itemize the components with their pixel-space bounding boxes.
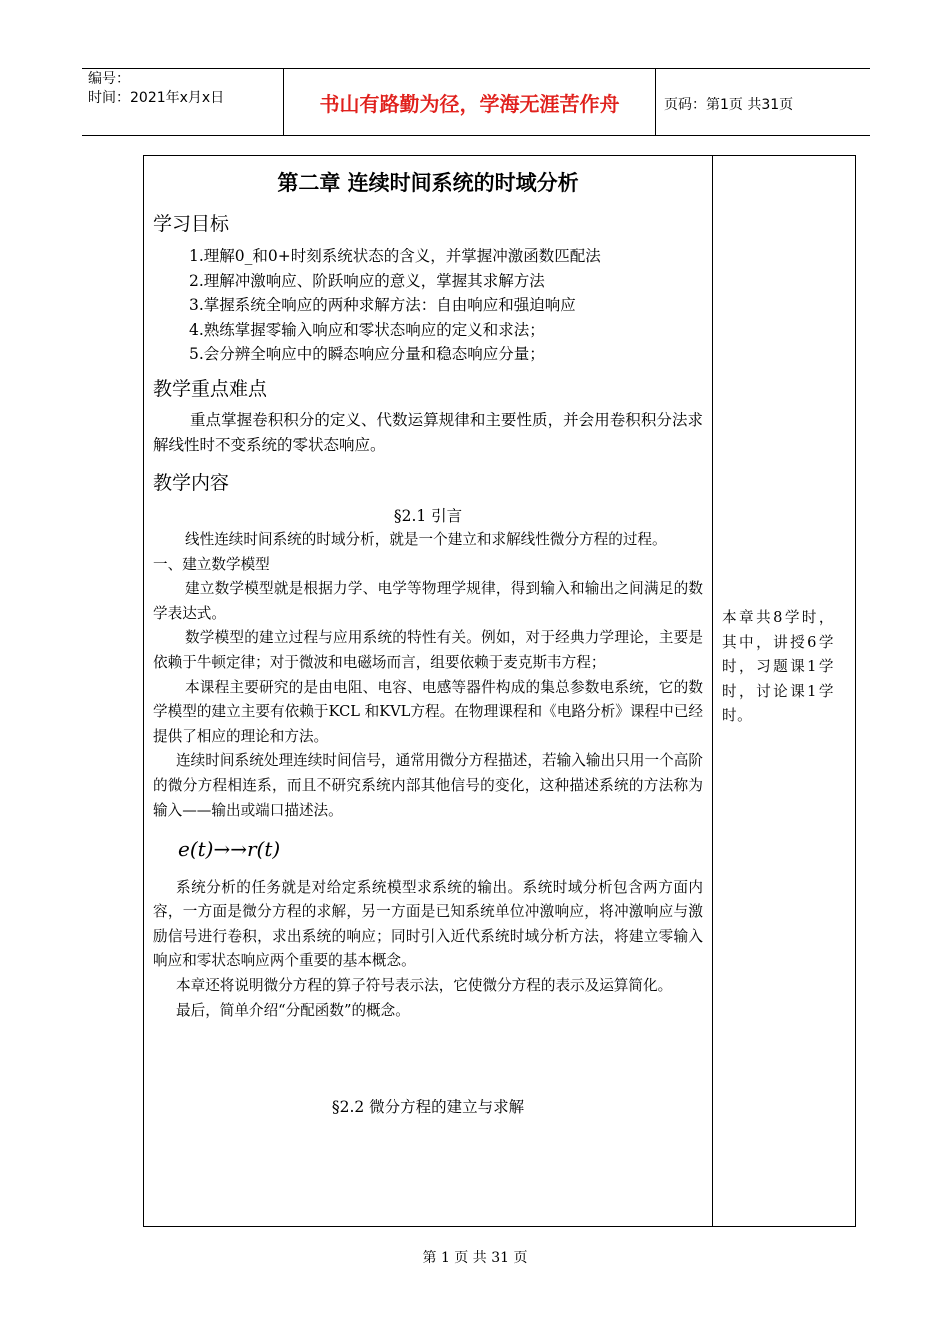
content-heading: 教学内容 <box>153 471 230 494</box>
paragraph-intro: 线性连续时间系统的时域分析，就是一个建立和求解线性微分方程的过程。 <box>185 530 667 548</box>
header-page-info: 页码：第1页 共31页 <box>664 97 794 113</box>
lesson-main-column <box>153 166 703 1119</box>
header-bottom-rule <box>82 135 870 136</box>
section-2-2-title: §2.2 微分方程的建立与求解 <box>331 1098 525 1117</box>
paragraph-operator-notation: 本章还将说明微分方程的算子符号表示法，它使微分方程的表示及运算简化。 <box>176 977 673 995</box>
header-meta <box>88 70 224 108</box>
goal-item-3: 3.掌握系统全响应的两种求解方法：自由响应和强迫响应 <box>189 296 576 315</box>
key-points-text: 重点掌握卷积积分的定义、代数运算规律和主要性质，并会用卷积积分法求解线性时不变系统的零状态响应。 <box>153 410 703 455</box>
header-divider-right <box>655 69 656 135</box>
chapter-title: 第二章 连续时间系统的时域分析 <box>277 171 579 195</box>
goals-heading: 学习目标 <box>153 213 230 235</box>
header-motto: 书山有路勤为径，学海无涯苦作舟 <box>319 91 620 116</box>
goal-item-1: 1.理解0_和0+时刻系统状态的含义，并掌握冲激函数匹配法 <box>189 247 601 265</box>
paragraph-port-description: 连续时间系统处理连续时间信号，通常用微分方程描述，若输入输出只用一个高阶的微分方程相连系，而且不研究系统内部其他信号的变化，这种描述系统的方法称为输入——输出或端口描述法。 <box>153 752 703 819</box>
paragraph-analysis-task: 系统分析的任务就是对给定系统模型求系统的输出。系统时域分析包含两方面内容，一方面是微分方程的求解，另一方面是已知系统单位冲激响应，将冲激响应与激励信号进行卷积，求出系统的响应；同时引入近代系统时域分析方法，将建立零输入响应和零状态响应两个重要的基本概念。 <box>153 878 703 970</box>
paragraph-distribution: 最后，简单介绍“分配函数”的概念。 <box>176 1001 410 1019</box>
paragraph-model-definition: 建立数学模型就是根据力学、电学等物理学规律，得到输入和输出之间满足的数学表达式。 <box>153 580 703 622</box>
section-2-1-title: §2.1 引言 <box>393 506 463 525</box>
code-label: 编号： <box>88 71 130 87</box>
goal-item-4: 4.熟练掌握零输入响应和零状态响应的定义和求法； <box>189 320 545 339</box>
goal-item-5: 5.会分辨全响应中的瞬态响应分量和稳态响应分量； <box>189 345 545 364</box>
lesson-table-divider <box>712 155 713 1227</box>
side-note-hours: 本章共8学时，其中，讲授6学时，习题课1学时，讨论课1学时。 <box>722 609 834 725</box>
paragraph-course-scope: 本课程主要研究的是由电阻、电容、电感等器件构成的集总参数电系统，它的数学模型的建立主要有依赖于KCL 和KVL方程。在物理课程和《电路分析》课程中已经提供了相应的理论和方法。 <box>153 678 703 745</box>
section-2-1-body <box>153 528 703 1119</box>
goal-item-2: 2.理解冲激响应、阶跃响应的意义，掌握其求解方法 <box>189 271 545 290</box>
paragraph-model-process: 数学模型的建立过程与应用系统的特性有关。例如，对于经典力学理论，主要是依赖于牛顿定律；对于微波和电磁场而言，组要依赖于麦克斯韦方程； <box>153 629 703 671</box>
goals-list <box>189 244 703 367</box>
page-footer: 第 1 页 共 31 页 <box>422 1250 528 1266</box>
io-formula: e(t)→→r(t) <box>178 837 281 862</box>
time-label: 时间：2021年x月x日 <box>88 90 225 106</box>
key-points-heading: 教学重点难点 <box>153 377 268 400</box>
item-model-heading: 一、建立数学模型 <box>153 555 270 573</box>
